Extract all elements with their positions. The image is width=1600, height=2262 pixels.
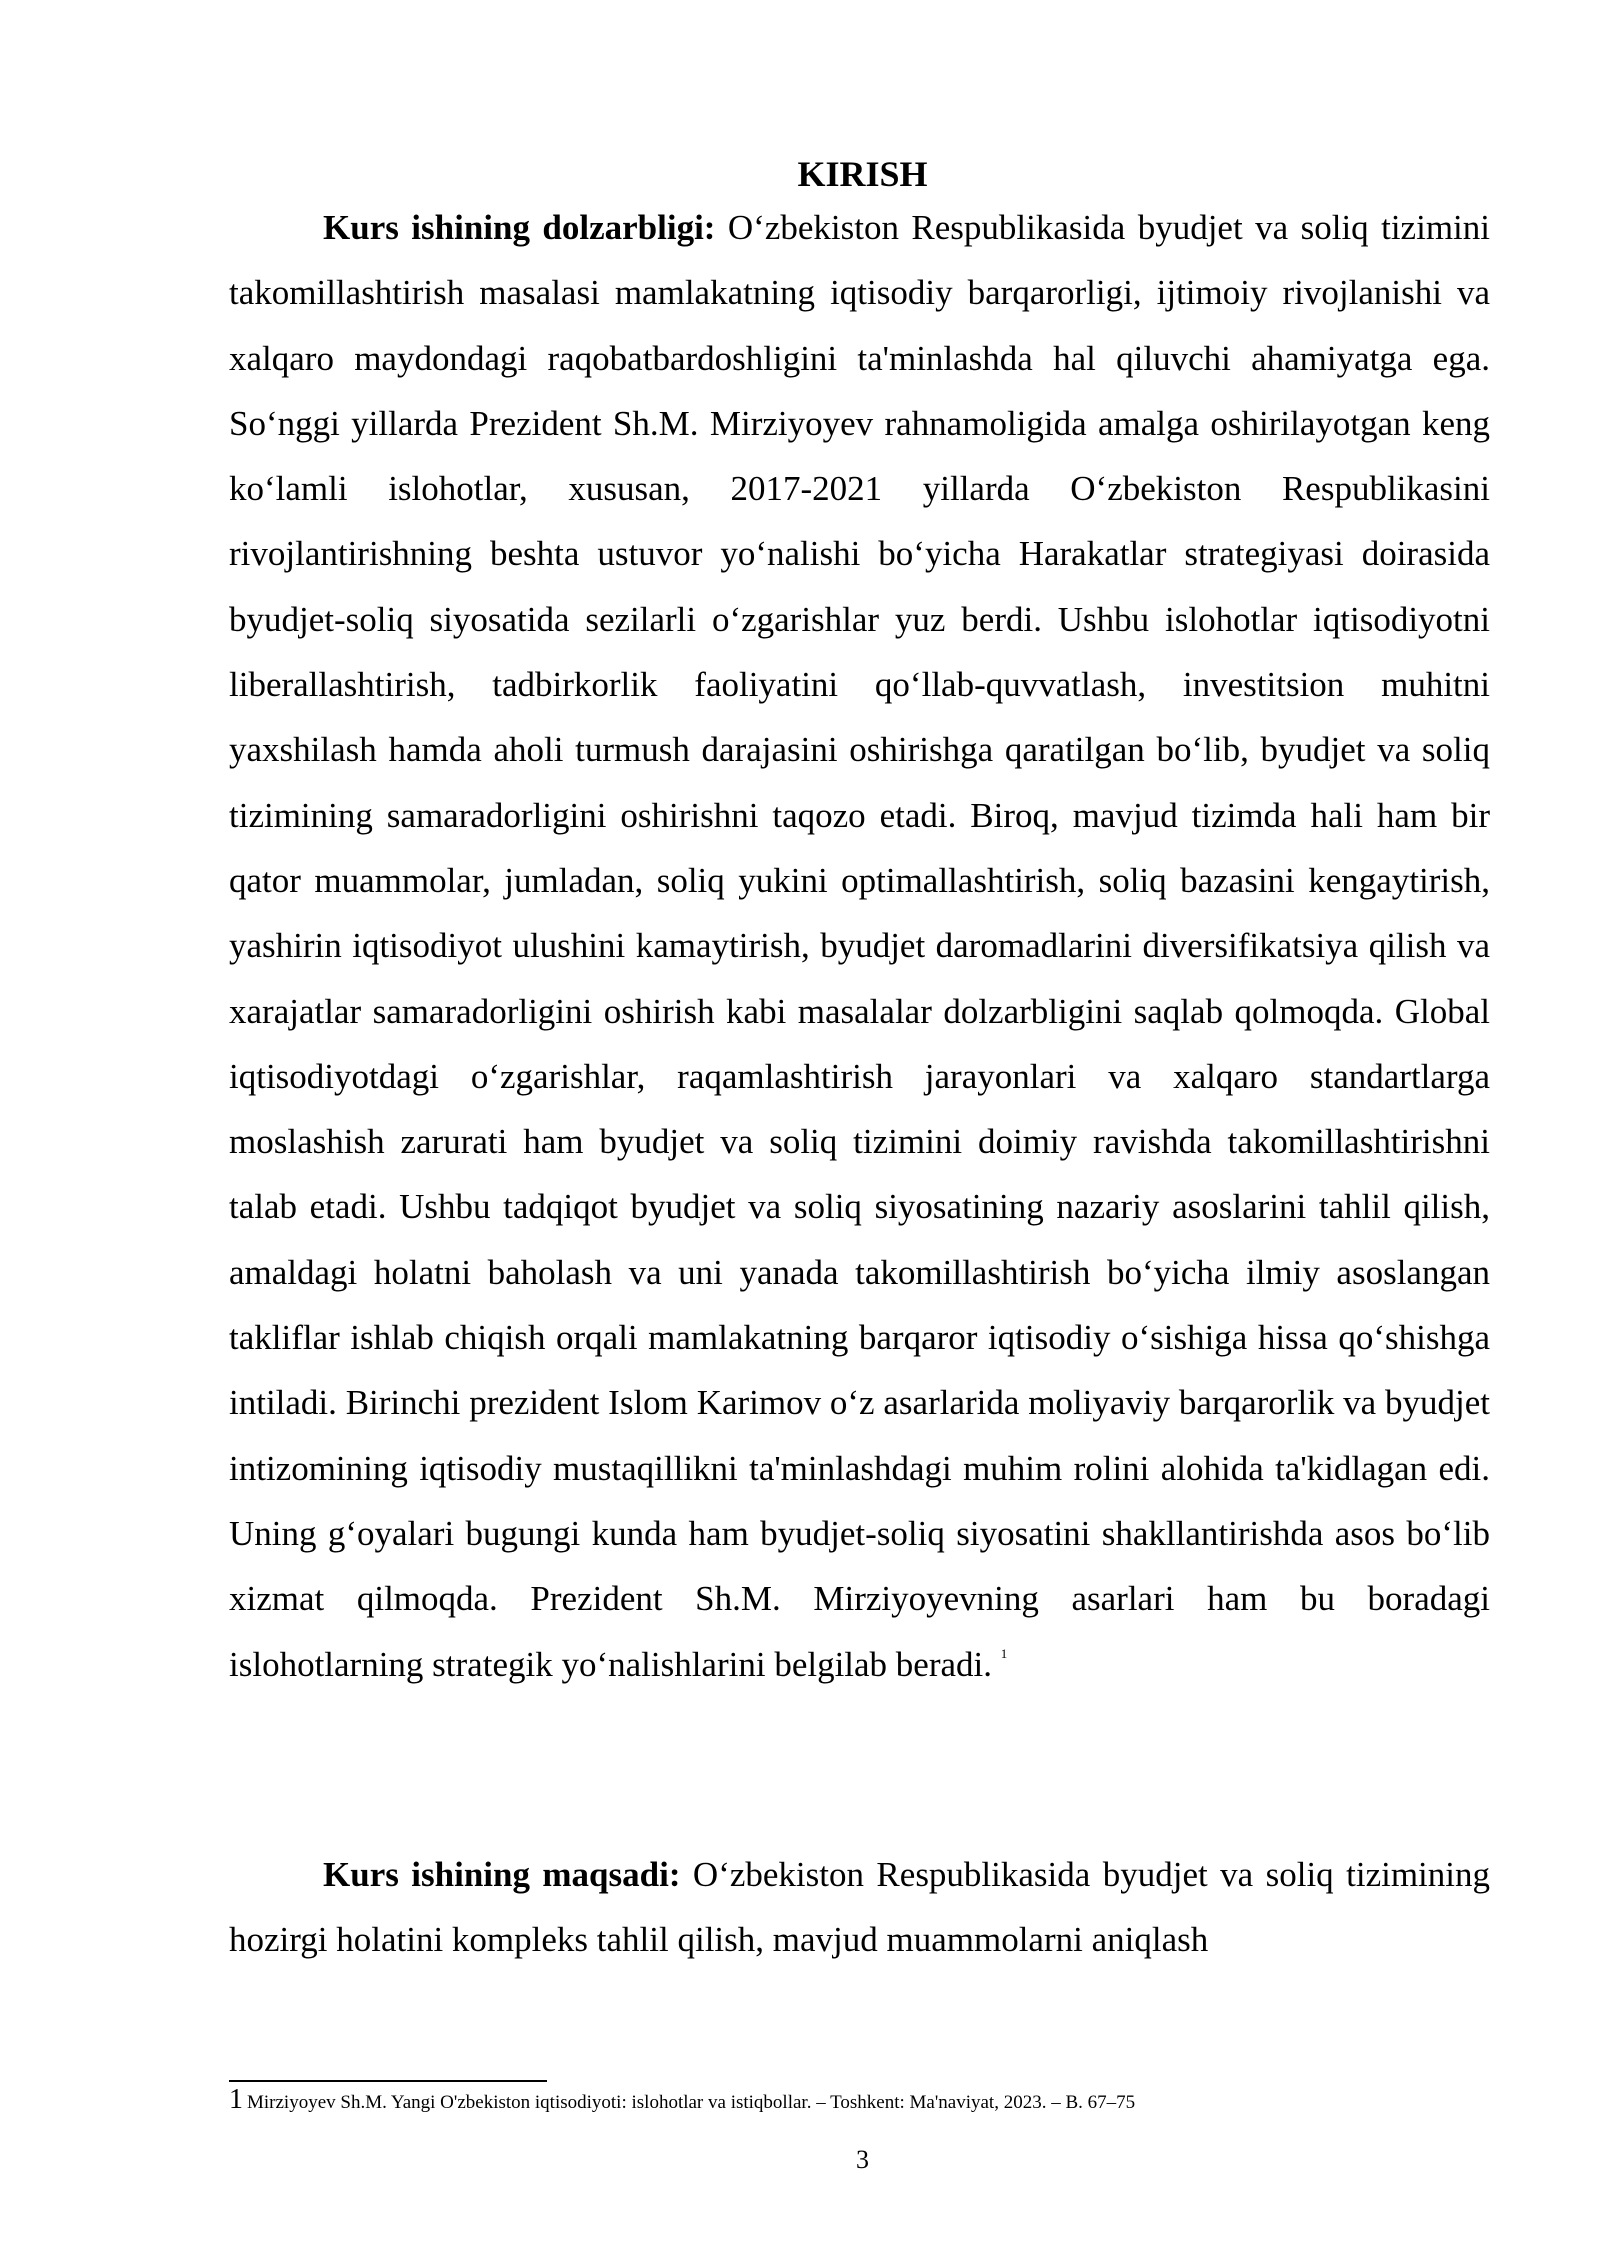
goal-paragraph [229,1842,1490,1973]
footnote-text: Mirziyoyev Sh.M. Yangi O'zbekiston iqtisodiyoti: islohotlar va istiqbollar. – Toshkent: Ma'naviyat, 2023. – B. 67–75 [247,2092,1136,2113]
page-number: 3 [856,2145,869,2174]
footnote-reference[interactable]: 1 [1000,1645,1008,1661]
footnote-separator [229,2080,547,2082]
footnote-number: 1 [229,2084,243,2115]
goal-text: O‘zbekiston Respublikasida byudjet va soliq tizimining hozirgi holatini kompleks tahlil qilish, mavjud muammolarni aniqlash [229,1855,1490,1960]
goal-lead: Kurs ishining maqsadi: [323,1855,681,1894]
footnote [229,2085,1490,2118]
relevance-paragraph [229,195,1490,1697]
relevance-lead: Kurs ishining dolzarbligi: [323,208,716,247]
section-title: KIRISH [797,154,928,194]
relevance-text: O‘zbekiston Respublikasida byudjet va soliq tizimini takomillashtirish masalasi mamlakatning iqtisodiy barqarorligi, ijtimoiy rivojlanishi va xalqaro maydondagi raqobatbardoshligini ta'minlashda hal qiluvchi ahamiyatga ega. So‘nggi yillarda Prezident Sh.M. Mirziyoyev rahnamoligida amalga oshirilayotgan keng ko‘lamli islohotlar, xususan, 2017-2021 yillarda O‘zbekiston Respublikasini rivojlantirishning beshta ustuvor yo‘nalishi bo‘yicha Harakatlar strategiyasi doirasida byudjet-soliq siyosatida sezilarli o‘zgarishlar yuz berdi. Ushbu islohotlar iqtisodiyotni liberallashtirish, tadbirkorlik faoliyatini qo‘llab-quvvatlash, investitsion muhitni yaxshilash hamda aholi turmush darajasini oshirishga qaratilgan bo‘lib, byudjet va soliq tizimining samaradorligini oshirishni taqozo etadi. Biroq, mavjud tizimda hali ham bir qator muammolar, jumladan, soliq yukini optimallashtirish, soliq bazasini kengaytirish, yashirin iqtisodiyot ulushini kamaytirish, byudjet daromadlarini diversifikatsiya qilish va xarajatlar samaradorligini oshirish kabi masalalar dolzarbligini saqlab qolmoqda. Global iqtisodiyotdagi o‘zgarishlar, raqamlashtirish jarayonlari va xalqaro standartlarga moslashish zarurati ham byudjet va soliq tizimini doimiy ravishda takomillashtirishni talab etadi. Ushbu tadqiqot byudjet va soliq siyosatining nazariy asoslarini tahlil qilish, amaldagi holatni baholash va uni yanada takomillashtirish bo‘yicha ilmiy asoslangan takliflar ishlab chiqish orqali mamlakatning barqaror iqtisodiy o‘sishiga hissa qo‘shishga intiladi. Birinchi prezident Islom Karimov o‘z asarlarida moliyaviy barqarorlik va byudjet intizomining iqtisodiy mustaqillikni ta'minlashdagi muhim rolini alohida ta'kidlagan edi. Uning g‘oyalari bugungi kunda ham byudjet-soliq siyosatini shakllantirishda asos bo‘lib xizmat qilmoqda. Prezident Sh.M. Mirziyoyevning asarlari ham bu boradagi islohotlarning strategik yo‘nalishlarini belgilab beradi. [229,208,1490,1684]
